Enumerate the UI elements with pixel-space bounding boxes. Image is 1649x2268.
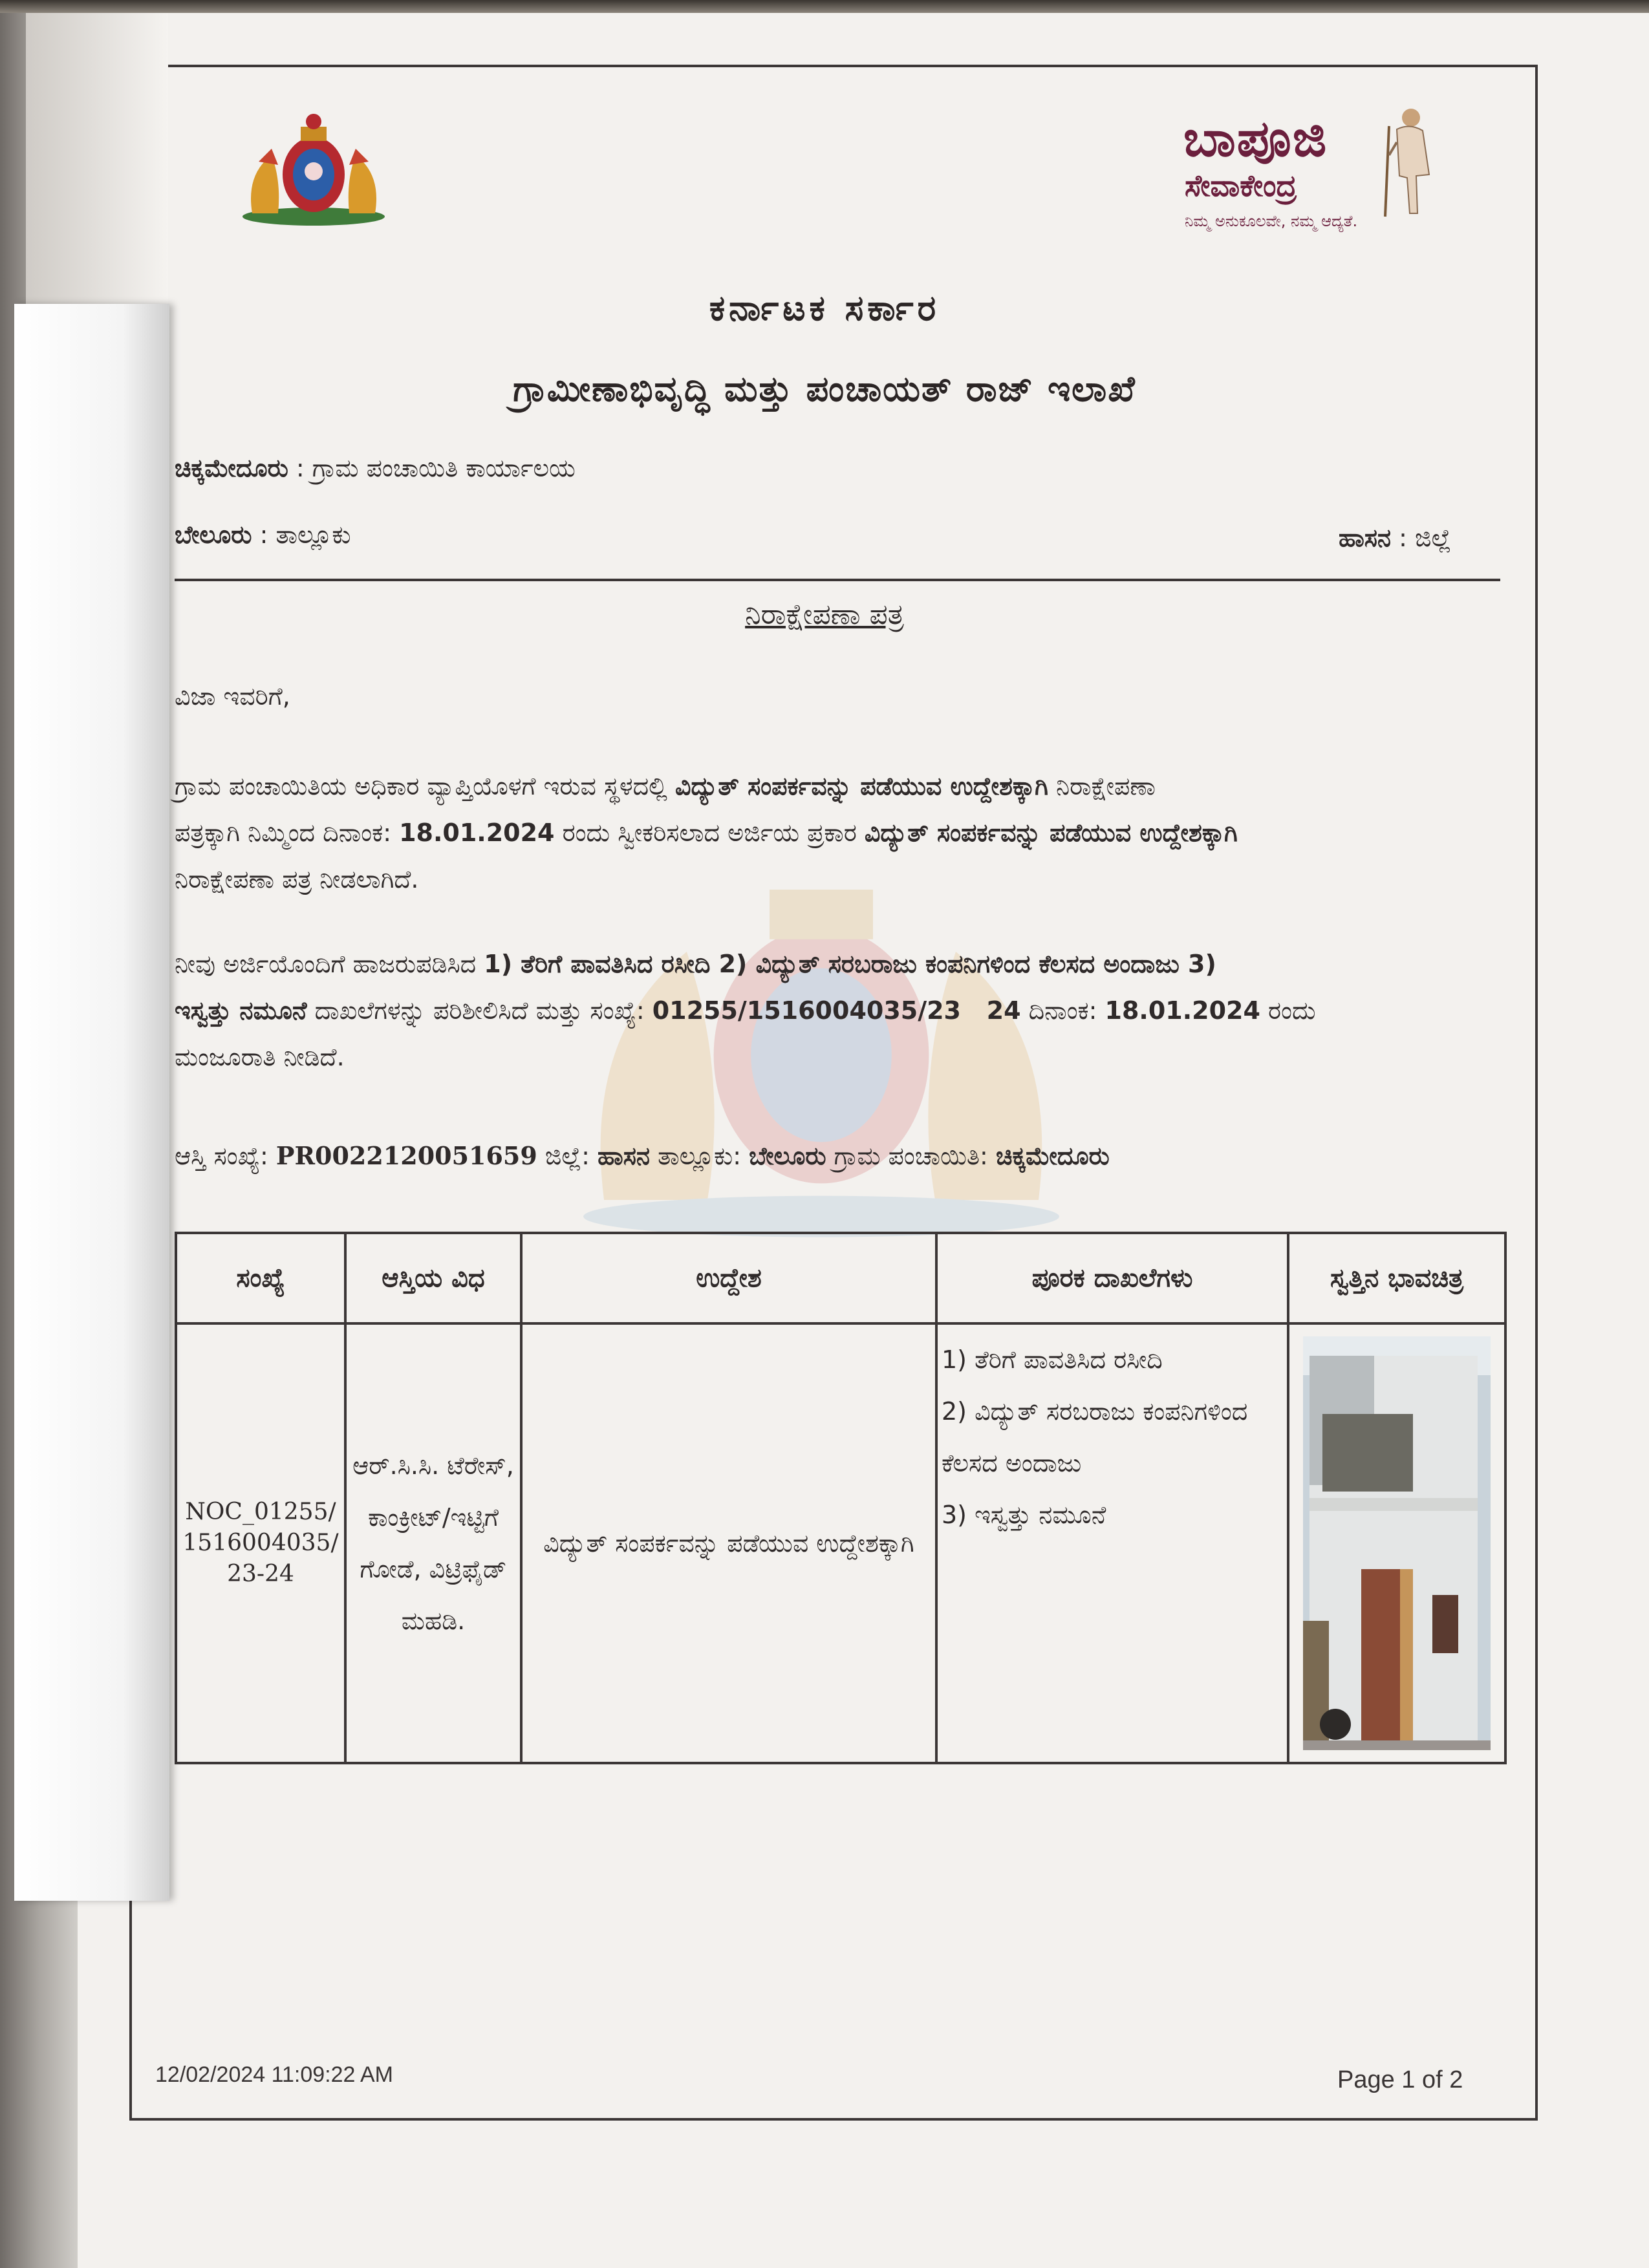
para2-bold: ಇಸ್ವತ್ತು ನಮೂನೆ (175, 996, 307, 1025)
table-header: ಆಸ್ತಿಯ ವಿಧ (345, 1233, 521, 1323)
para2-text: ದಿನಾಂಕ: (1020, 996, 1105, 1025)
para1-bold: ವಿದ್ಯುತ್ ಸಂಪರ್ಕವನ್ನು ಪಡೆಯುವ ಉದ್ದೇಶಕ್ಕಾಗಿ (864, 818, 1238, 847)
header-divider (175, 579, 1500, 581)
supporting-docs-cell (936, 1323, 1288, 1763)
taluk-suffix: : ತಾಲ್ಲೂಕು (252, 520, 351, 549)
para2-text: ನೀವು ಅರ್ಜಿಯೊಂದಿಗೆ ಹಾಜರುಪಡಿಸಿದ (175, 950, 484, 978)
para1-text: ರಂದು ಸ್ವೀಕರಿಸಲಾದ ಅರ್ಜಿಯ ಪ್ರಕಾರ (554, 818, 865, 847)
para1-text: ಪತ್ರಕ್ಕಾಗಿ ನಿಮ್ಮಿಂದ ದಿನಾಂಕ: (175, 818, 400, 847)
folded-paper-strip (14, 304, 169, 1901)
property-line (175, 1141, 1110, 1171)
district-line (1339, 524, 1451, 553)
scan-edge-top (0, 0, 1649, 13)
brand-subtitle: ಸೇವಾಕೇಂದ್ರ (1185, 168, 1297, 203)
table-header: ಪೂರಕ ದಾಖಲೆಗಳು (936, 1233, 1288, 1323)
para1-line1 (175, 763, 1500, 809)
property-district-label: ಜಿಲ್ಲೆ: (537, 1142, 598, 1170)
para1-bold: ವಿದ್ಯುತ್ ಸಂಪರ್ಕವನ್ನು ಪಡೆಯುವ ಉದ್ದೇಶಕ್ಕಾಗಿ (675, 772, 1048, 800)
brand-name: ಬಾಪೂಜಿ (1183, 110, 1328, 168)
property-id: PR0022120051659 (275, 1141, 537, 1170)
subject-title: ನಿರಾಕ್ಷೇಪಣಾ ಪತ್ರ (745, 598, 904, 631)
application-date: 18.01.2024 (399, 818, 555, 847)
approval-date: 18.01.2024 (1105, 996, 1260, 1025)
para2-text: ದಾಖಲೆಗಳನ್ನು ಪರಿಶೀಲಿಸಿದೆ ಮತ್ತು ಸಂಖ್ಯೆ: (307, 996, 652, 1025)
noc-table (175, 1232, 1507, 1764)
paragraph-2 (175, 941, 1500, 1080)
doc-item: 2) ವಿದ್ಯುತ್ ಸರಬರಾಜು ಕಂಪನಿಗಳಿಂದ ಕೆಲಸದ ಅಂದಾಜು (942, 1397, 1248, 1477)
table-header: ಉದ್ದೇಶ (521, 1233, 936, 1323)
doc-item: 1) ತೆರಿಗೆ ಪಾವತಿಸಿದ ರಸೀದಿ (942, 1345, 1163, 1374)
para2-line2 (175, 987, 1500, 1034)
property-type-cell: ಆರ್.ಸಿ.ಸಿ. ಟೆರೇಸ್, ಕಾಂಕ್ರೀಟ್/ಇಟ್ಟಿಗೆ ಗೋಡೆ, ವಿಟ್ರಿಫೈಡ್ ಮಹಡಿ. (345, 1323, 521, 1763)
govt-heading: ಕರ್ನಾಟಕ ಸರ್ಕಾರ (709, 288, 940, 328)
taluk-name: ಬೇಲೂರು (175, 520, 252, 549)
karnataka-emblem-icon (233, 103, 394, 233)
property-taluk: ಬೇಲೂರು (749, 1142, 826, 1170)
property-district: ಹಾಸನ (597, 1142, 651, 1170)
office-line (175, 454, 576, 483)
house-photo (1303, 1336, 1491, 1750)
salutation: ವಿಜಾ ಇವರಿಗೆ, (175, 682, 290, 711)
property-taluk-label: ತಾಲ್ಲೂಕು: (650, 1142, 749, 1170)
department-heading: ಗ್ರಾಮೀಣಾಭಿವೃದ್ಧಿ ಮತ್ತು ಪಂಚಾಯತ್ ರಾಜ್ ಇಲಾಖೆ (513, 369, 1136, 409)
brand-tagline: ನಿಮ್ಮ ಅನುಕೂಲವೇ, ನಮ್ಮ ಆದ್ಯತೆ. (1185, 212, 1358, 230)
para1-text: ನಿರಾಕ್ಷೇಪಣಾ (1048, 772, 1156, 800)
print-timestamp: 12/02/2024 11:09:22 AM (155, 2062, 394, 2087)
bapuji-seva-kendra-logo (1177, 103, 1449, 246)
property-label: ಆಸ್ತಿ ಸಂಖ್ಯೆ: (175, 1142, 276, 1170)
property-photo-cell (1288, 1323, 1505, 1763)
property-gp-label: ಗ್ರಾಮ ಪಂಚಾಯಿತಿ: (826, 1142, 996, 1170)
para1-line2 (175, 809, 1500, 856)
para2-line1 (175, 941, 1500, 987)
purpose-cell: ವಿದ್ಯುತ್ ಸಂಪರ್ಕವನ್ನು ಪಡೆಯುವ ಉದ್ದೇಶಕ್ಕಾಗಿ (521, 1323, 936, 1763)
doc-item: 3) ಇಸ್ವತ್ತು ನಮೂನೆ (942, 1501, 1106, 1529)
para2-line3: ಮಂಜೂರಾತಿ ನೀಡಿದೆ. (175, 1043, 345, 1071)
table-header-row (176, 1233, 1505, 1323)
taluk-line (175, 520, 351, 550)
noc-number-cell: NOC_01255/1516004035/23-24 (176, 1323, 345, 1763)
property-gp: ಚಿಕ್ಕಮೇದೂರು (995, 1142, 1110, 1170)
gandhi-figure-icon (1371, 103, 1449, 220)
table-header: ಸ್ವತ್ತಿನ ಭಾವಚಿತ್ರ (1288, 1233, 1505, 1323)
office-suffix: : ಗ್ರಾಮ ಪಂಚಾಯಿತಿ ಕಾರ್ಯಾಲಯ (288, 454, 576, 482)
page-number: Page 1 of 2 (1337, 2066, 1463, 2093)
folded-paper-top (26, 13, 168, 304)
para2-text: ರಂದು (1260, 996, 1316, 1025)
office-name: ಚಿಕ್ಕಮೇದೂರು (175, 454, 288, 482)
district-name: ಹಾಸನ (1339, 524, 1392, 552)
district-suffix: : ಜಿಲ್ಲೆ (1391, 524, 1452, 552)
para1-text: ಗ್ರಾಮ ಪಂಚಾಯಿತಿಯ ಅಧಿಕಾರ ವ್ಯಾಪ್ತಿಯೊಳಗೆ ಇರುವ ಸ್ಥಳದಲ್ಲಿ (175, 772, 675, 800)
para2-bold: 1) ತೆರಿಗೆ ಪಾವತಿಸಿದ ರಸೀದಿ 2) ವಿದ್ಯುತ್ ಸರಬರಾಜು ಕಂಪನಿಗಳಿಂದ ಕೆಲಸದ ಅಂದಾಜು 3) (484, 950, 1216, 978)
approval-number: 01255/1516004035/23 24 (652, 996, 1021, 1025)
table-row (176, 1323, 1505, 1763)
para1-line3: ನಿರಾಕ್ಷೇಪಣಾ ಪತ್ರ ನೀಡಲಾಗಿದೆ. (175, 865, 419, 893)
paragraph-1 (175, 763, 1500, 903)
table-header: ಸಂಖ್ಯೆ (176, 1233, 345, 1323)
